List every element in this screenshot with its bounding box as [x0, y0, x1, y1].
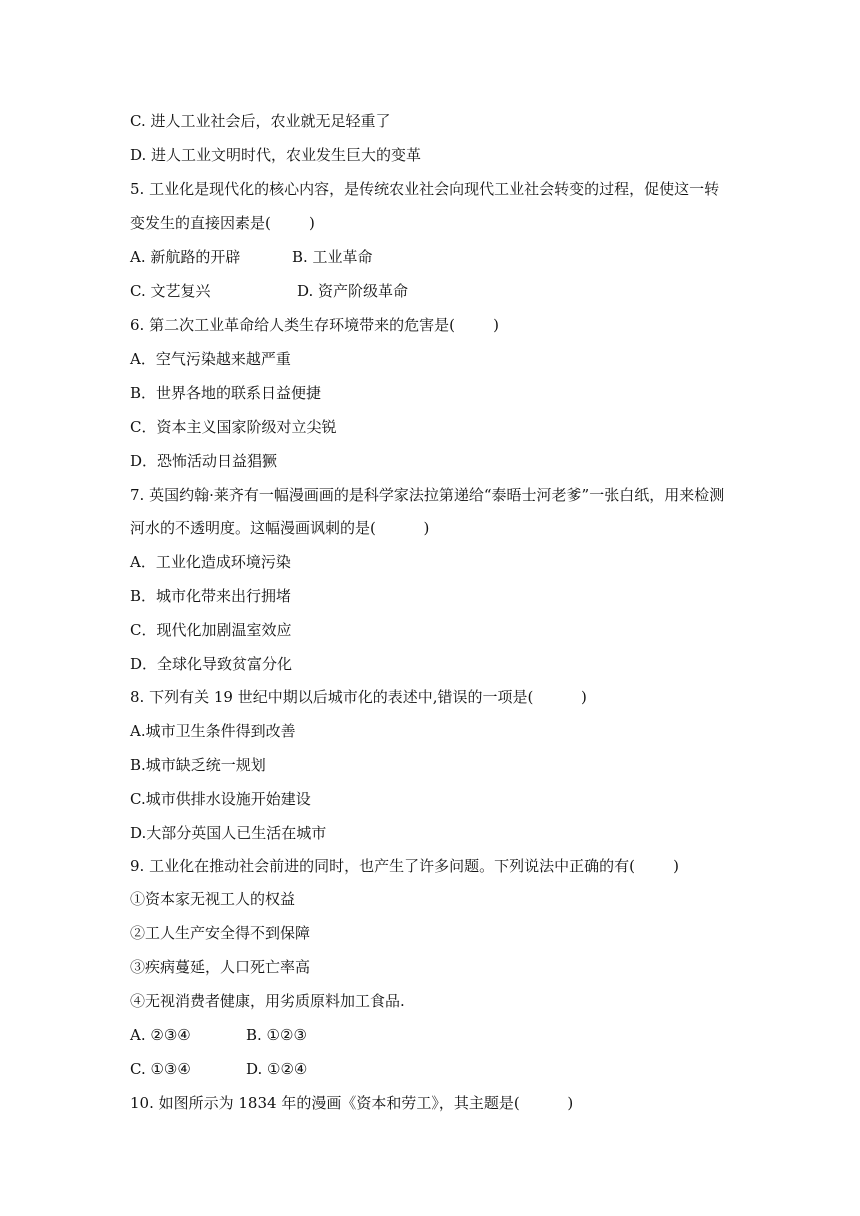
q4-option-d: D. 进人工业文明时代，农业发生巨大的变革 [130, 146, 422, 164]
q8-stem: 8. 下列有关 19 世纪中期以后城市化的表述中,错误的一项是( ) [130, 688, 587, 706]
q6-option-c: C．资本主义国家阶级对立尖锐 [130, 418, 337, 436]
q5-option-d: D. 资产阶级革命 [297, 282, 409, 300]
q9-option-c: C. ①③④ [130, 1060, 191, 1078]
q7-option-d: D．全球化导致贫富分化 [130, 655, 293, 673]
q9-item-2: ②工人生产安全得不到保障 [130, 924, 311, 942]
q9-option-d: D. ①②④ [246, 1060, 308, 1078]
q10-stem: 10. 如图所示为 1834 年的漫画《资本和劳工》，其主题是( ) [130, 1094, 574, 1112]
q5-option-b: B. 工业革命 [292, 248, 373, 266]
q5-option-a: A. 新航路的开辟 [130, 248, 241, 266]
q7-option-c: C．现代化加剧温室效应 [130, 621, 292, 639]
q8-option-b: B.城市缺乏统一规划 [130, 756, 266, 774]
q8-option-c: C.城市供排水设施开始建设 [130, 790, 311, 808]
q7-option-a: A．工业化造成环境污染 [130, 553, 291, 571]
q6-option-d: D．恐怖活动日益猖獗 [130, 452, 278, 470]
q8-option-d: D.大部分英国人已生活在城市 [130, 824, 327, 842]
q7-option-b: B．城市化带来出行拥堵 [130, 587, 292, 605]
q9-item-3: ③疾病蔓延，人口死亡率高 [130, 958, 311, 976]
q9-option-a: A. ②③④ [130, 1026, 191, 1044]
q6-option-a: A．空气污染越来越严重 [130, 350, 291, 368]
q9-item-4: ④无视消费者健康，用劣质原料加工食品. [130, 992, 405, 1010]
q6-option-b: B．世界各地的联系日益便捷 [130, 384, 322, 402]
q9-item-1: ①资本家无视工人的权益 [130, 890, 296, 908]
q8-option-a: A.城市卫生条件得到改善 [130, 722, 296, 740]
q5-option-c: C. 文艺复兴 [130, 282, 211, 300]
q7-stem-line2: 河水的不透明度。这幅漫画讽刺的是( ) [130, 519, 430, 537]
q5-stem-line1: 5. 工业化是现代化的核心内容，是传统农业社会向现代工业社会转变的过程，促使这一转 [130, 180, 720, 198]
q4-option-c: C. 进人工业社会后，农业就无足轻重了 [130, 112, 391, 130]
q6-stem: 6. 第二次工业革命给人类生存环境带来的危害是( ) [130, 316, 499, 334]
q9-stem: 9. 工业化在推动社会前进的同时，也产生了许多问题。下列说法中正确的有( ) [130, 857, 679, 875]
q9-option-b: B. ①②③ [246, 1026, 307, 1044]
q5-stem-line2: 变发生的直接因素是( ) [130, 214, 315, 232]
q7-stem-line1: 7. 英国约翰·莱齐有一幅漫画画的是科学家法拉第递给“泰晤士河老爹”一张白纸，用来检测 [130, 486, 725, 504]
